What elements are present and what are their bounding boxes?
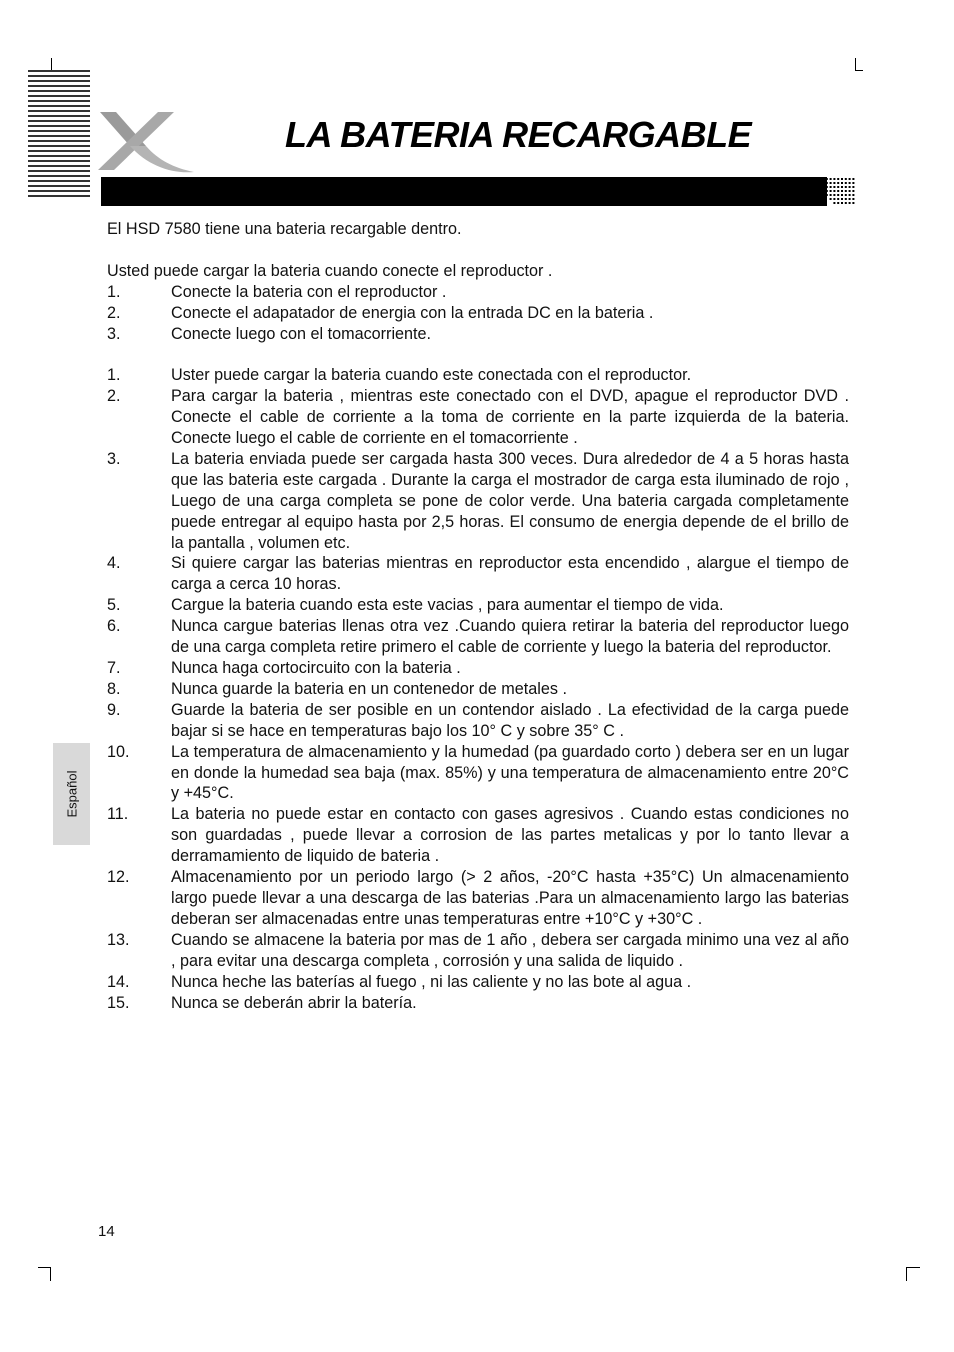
crop-mark-bottom-left <box>38 1267 51 1281</box>
title-bar-dot-pattern <box>820 177 856 206</box>
crop-mark-bottom-right <box>906 1267 920 1281</box>
step-item-text: Conecte luego con el tomacorriente. <box>171 324 432 343</box>
note-item <box>107 679 849 700</box>
title-bar <box>101 177 827 206</box>
note-item <box>107 972 849 993</box>
note-item <box>107 595 849 616</box>
step-item <box>107 282 849 303</box>
language-label: Español <box>64 770 79 818</box>
note-item-text: Nunca cargue baterias llenas otra vez .Cuando quiera retirar la bateria del reproductor luego de una carga completa retire primero el cable de corriente y luego la bateria del reproductor. <box>171 617 849 657</box>
note-item <box>107 616 849 658</box>
step-item-text: Conecte la bateria con el reproductor . <box>171 282 447 301</box>
note-item-number: 7. <box>107 659 121 677</box>
note-item-text: Nunca guarde la bateria en un contenedor de metales . <box>171 679 567 698</box>
note-item-text: Cargue la bateria cuando esta este vacias , para aumentar el tiempo de vida. <box>171 596 724 615</box>
step-item-text: Conecte el adapatador de energia con la entrada DC en la bateria . <box>171 303 654 322</box>
note-item-number: 3. <box>107 449 121 468</box>
note-item-text: La bateria no puede estar en contacto con gases agresivos . Cuando estas condiciones no son guardadas , puede llevar a corrosion de las partes metalicas y por lo tanto llevar a derramamiento de liquido de bateria . <box>171 805 849 866</box>
note-item-number: 12. <box>107 868 130 887</box>
note-item <box>107 993 849 1014</box>
language-side-tab <box>53 743 90 845</box>
note-item-number: 15. <box>107 993 130 1012</box>
note-item-text: Nunca heche las baterías al fuego , ni las caliente y no las bote al agua . <box>171 972 692 991</box>
note-item-number: 11. <box>107 805 129 824</box>
page-title: LA BATERIA RECARGABLE <box>285 114 752 155</box>
step-item-number: 3. <box>107 324 121 343</box>
note-item-number: 6. <box>107 617 121 636</box>
charge-intro-paragraph: Usted puede cargar la bateria cuando conecte el reproductor . <box>107 261 553 280</box>
note-item-text: La temperatura de almacenamiento y la humedad (pa guardado corto ) debera ser en un lugar en donde la humedad sea baja (max. 85%) y una temperatura de almacenamiento entre 20°C y +45°C. <box>171 742 849 803</box>
note-item-text: Guarde la bateria de ser posible en un contendor aislado . La efectividad de la carga puede bajar si se hace en temperaturas bajo los 10° C y sobre 35° C . <box>171 700 849 740</box>
note-item-text: Nunca haga cortocircuito con la bateria . <box>171 659 461 677</box>
note-item <box>107 658 849 679</box>
step-item <box>107 324 849 345</box>
note-item <box>107 867 849 930</box>
note-item <box>107 386 849 449</box>
decorative-stripes <box>28 70 90 200</box>
battery-notes-list <box>107 365 849 1013</box>
note-item-number: 5. <box>107 596 121 615</box>
note-item-text: La bateria enviada puede ser cargada hasta 300 veces. Dura alrededor de 4 a 5 horas hasta que las bateria este cargada . Durante la carga el mostrador de carga esta iluminado de rojo , Luego de una carga completa se pone de color verde. Una bateria cargada completamente puede entregar al equipo hasta por 2,5 horas. El consumo de energia depende de el brillo de la pantalla , volumen etc. <box>171 449 849 552</box>
step-item <box>107 303 849 324</box>
step-item-number: 1. <box>107 282 121 301</box>
note-item-number: 13. <box>107 930 130 949</box>
note-item <box>107 930 849 972</box>
note-item-text: Cuando se almacene la bateria por mas de 1 año , debera ser cargada minimo una vez al año , para evitar una descarga completa , corrosión y una salida de liquido . <box>171 930 849 970</box>
crop-mark-top-right <box>855 58 863 71</box>
intro-paragraph: El HSD 7580 tiene una bateria recargable dentro. <box>107 220 462 238</box>
note-item-number: 9. <box>107 700 121 719</box>
step-item-number: 2. <box>107 303 121 322</box>
page-number: 14 <box>98 1223 115 1240</box>
note-item <box>107 365 849 386</box>
note-item <box>107 742 849 805</box>
body-content <box>107 219 849 1013</box>
note-item <box>107 553 849 595</box>
note-item-text: Si quiere cargar las baterias mientras en reproductor esta encendido , alargue el tiempo de carga a cerca 10 horas. <box>171 554 849 594</box>
note-item-number: 8. <box>107 679 121 698</box>
connection-steps-list <box>107 282 849 345</box>
note-item-number: 10. <box>107 742 130 761</box>
x-logo-icon <box>96 110 196 178</box>
note-item-number: 4. <box>107 554 121 573</box>
note-item-number: 1. <box>107 366 121 385</box>
note-item <box>107 449 849 554</box>
note-item-text: Para cargar la bateria , mientras este conectado con el DVD, apague el reproductor DVD . Conecte el cable de corriente a la toma de corriente en la parte izquierda de la bateria. Conecte luego el cable de corriente en el tomacorriente . <box>171 387 849 448</box>
note-item <box>107 700 849 742</box>
note-item-number: 2. <box>107 387 121 406</box>
note-item <box>107 804 849 867</box>
note-item-number: 14. <box>107 972 130 991</box>
note-item-text: Nunca se deberán abrir la batería. <box>171 993 417 1012</box>
note-item-text: Almacenamiento por un periodo largo (> 2 años, -20°C hasta +35°C) Un almacenamiento largo puede llevar a una descarga de las baterias .Para un almacenamiento largo las baterias deberan ser almacenadas entre unas temperaturas entre +10°C y +30°C . <box>171 868 849 928</box>
note-item-text: Uster puede cargar la bateria cuando este conectada con el reproductor. <box>171 366 692 385</box>
